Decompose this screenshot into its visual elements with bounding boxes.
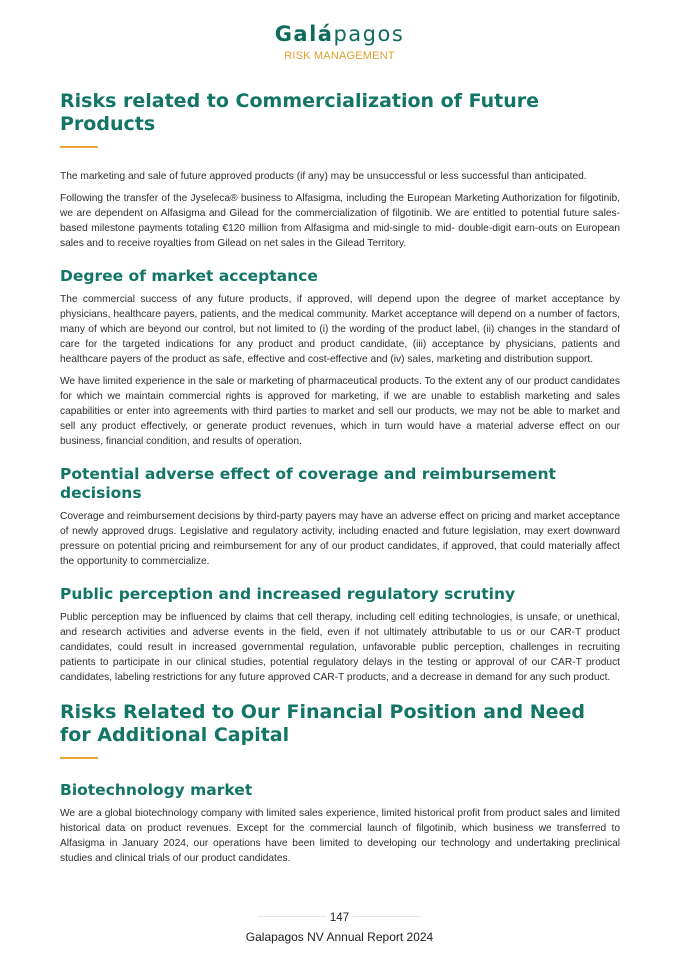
paragraph-biotech-1: We are a global biotechnology company with limited sales experience, limited historical profit from product sales and limited historical data on product revenues. Except for the commercial launch of filgotinib, which business we transferred to Alfasigma in January 2024, our operations have been limited to developing our technology and undertaking preclinical studies and clinical trials of our product candidates. (60, 808, 620, 864)
report-name: Galapagos NV Annual Report 2024 (245, 930, 434, 944)
heading-commercialization: Risks related to Commercialization of Future Products (60, 90, 540, 135)
heading-biotech-market: Biotechnology market (60, 781, 253, 799)
paragraph-market-acceptance-2: We have limited experience in the sale or marketing of pharmaceutical products. To the extent any of our product candidates for which we maintain commercial rights is approved for marketing, if we are unable to establish marketing and sales capabilities or enter into agreements with third parties to market and sell our products, we may not be able to market and sell any product effectively, or generate product revenues, which in turn would have a material adverse effect on our business, financial condition, and results of operation. (60, 376, 620, 447)
paragraph-coverage-1: Coverage and reimbursement decisions by third-party payers may have an adverse effect on pricing and market acceptance of newly approved drugs. Legislative and regulatory activity, including enacted and future legislation, may exert downward pressure on potential pricing and reimbursement for any of our product candidates, if approved, that could materially affect the opportunity to commercialize. (60, 511, 620, 567)
heading-underline (60, 146, 98, 148)
paragraph-perception-1: Public perception may be influenced by claims that cell therapy, including cell editing technologies, is unsafe, or unethical, and research activities and adverse events in the field, even if not ultimately attributable to us or our CAR-T product candidates, could result in increased governmental regulation, unfavorable public perception, challenges in recruiting patients to participate in our clinical studies, potential regulatory delays in the testing or approval of our CAR-T product candidates, labeling restrictions for any future approved CAR-T products, and a decrease in demand for any such product. (60, 612, 620, 683)
company-logo (0, 22, 679, 46)
heading-market-acceptance: Degree of market acceptance (60, 267, 318, 285)
paragraph-commercialization-1: The marketing and sale of future approved products (if any) may be unsuccessful or less successful than anticipated. (60, 171, 587, 182)
logo-light-part: pagos (333, 22, 405, 46)
heading-coverage: Potential adverse effect of coverage and reimbursement decisions (60, 465, 556, 502)
heading-perception: Public perception and increased regulatory scrutiny (60, 585, 516, 603)
page-number: 147 (326, 910, 353, 926)
paragraph-market-acceptance-1: The commercial success of any future products, if approved, will depend upon the degree of market acceptance by physicians, healthcare payers, patients, and the medical community. Market acceptance will depend on a number of factors, many of which are beyond our control, but not limited to (i) the wording of the product label, (ii) changes in the standard of care for the targeted indications for any product and product candidate, (iii) acceptance by physicians, patients and healthcare payers of the product as safe, effective and cost-effective and (iv) sales, marketing and distribution support. (60, 294, 620, 365)
paragraph-commercialization-2: Following the transfer of the Jyseleca® business to Alfasigma, including the European Marketing Authorization for filgotinib, we are dependent on Alfasigma and Gilead for the commercialization of filgotinib. We are entitled to potential future sales-based milestone payments totaling €120 million from Alfasigma and mid-single to mid- double-digit earn-outs on European sales and to receive royalties from Gilead on net sales in the Gilead Territory. (60, 193, 620, 249)
page-header (0, 22, 679, 62)
heading-financial-position: Risks Related to Our Financial Position and Need for Additional Capital (60, 701, 585, 746)
section-label: RISK MANAGEMENT (284, 50, 395, 62)
page-footer (0, 908, 679, 945)
heading-underline (60, 757, 98, 759)
main-content (60, 90, 620, 866)
logo-bold-part: Galá (274, 22, 334, 46)
